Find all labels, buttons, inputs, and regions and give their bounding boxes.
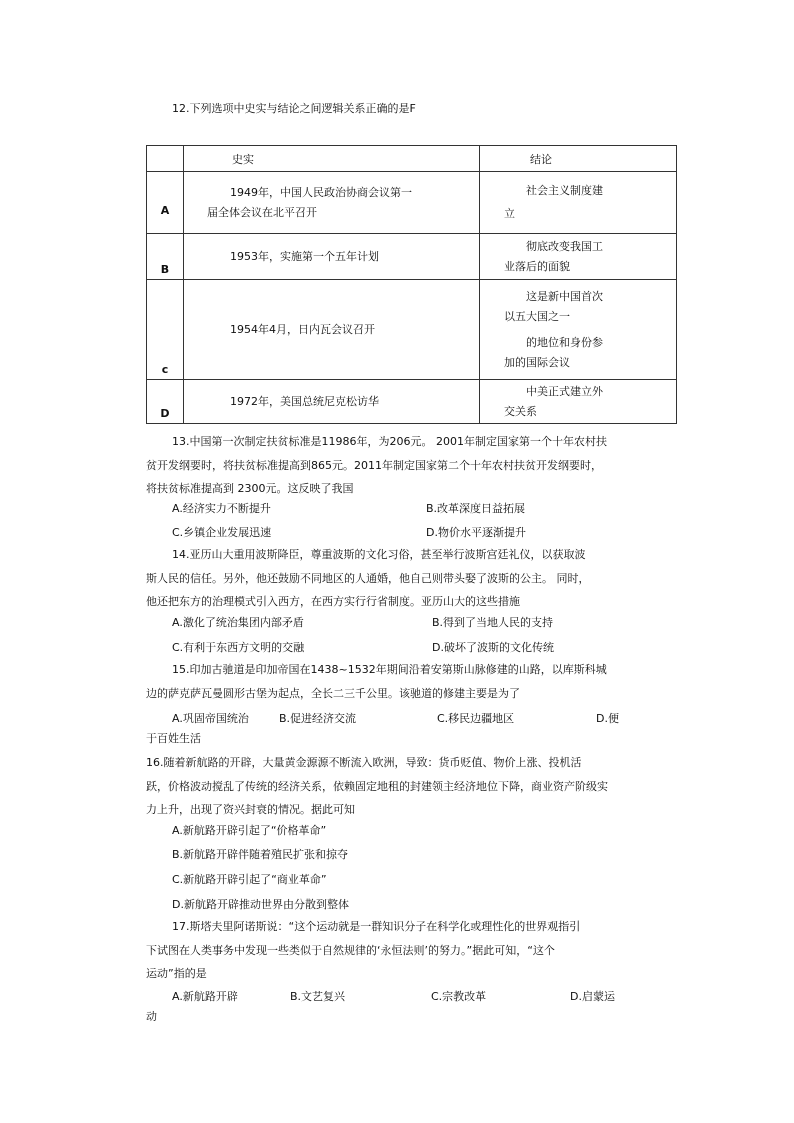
q16-option-b[interactable]: B.新航路开辟伴随着殖民扩张和掠夺 <box>172 848 349 861</box>
option-label: c <box>147 280 184 380</box>
stem-line: 16.随着新航路的开辟，大量黄金源源不断流入欧洲，导致：货币贬值、物价上涨、投机活 <box>146 756 582 769</box>
conclusion-line: 的地位和身份参 <box>526 335 603 349</box>
header-fact: 史实 <box>184 146 480 172</box>
stem-line: 他还把东方的治理模式引入西方，在西方实行行省制度。亚历山大的这些措施 <box>146 595 520 608</box>
fact-cell <box>184 172 480 234</box>
fact-line: 1953年，实施第一个五年计划 <box>230 249 379 263</box>
table-row <box>147 380 677 424</box>
fact-cell <box>184 234 480 280</box>
conclusion-cell <box>480 380 677 424</box>
table-header-row <box>147 146 677 172</box>
q16-option-d[interactable]: D.新航路开辟推动世界由分散到整体 <box>172 898 349 911</box>
stem-line: 14.亚历山大重用波斯降臣，尊重波斯的文化习俗，甚至举行波斯宫廷礼仪，以获取波 <box>172 548 586 561</box>
conclusion-line: 立 <box>504 207 515 220</box>
conclusion-line: 业落后的面貌 <box>504 259 570 273</box>
question-17-stem <box>146 915 680 986</box>
header-option-cell <box>147 146 184 172</box>
question-12-title: 12.下列选项中史实与结论之间逻辑关系正确的是F <box>172 102 416 115</box>
q15-option-b[interactable]: B.促进经济交流 <box>279 712 357 725</box>
fact-cell <box>184 280 480 380</box>
history-facts-table <box>146 145 677 424</box>
question-14-stem <box>146 543 680 614</box>
conclusion-line: 以五大国之一 <box>504 309 570 323</box>
q14-option-c[interactable]: C.有利于东西方文明的交融 <box>172 641 305 654</box>
q17-option-d[interactable]: D.启蒙运 <box>570 990 615 1003</box>
q13-option-a[interactable]: A.经济实力不断提升 <box>172 502 271 515</box>
table-row <box>147 172 677 234</box>
stem-line: 下试图在人类事务中发现一些类似于自然规律的‘永恒法则’的努力。”据此可知，“这个 <box>146 943 555 957</box>
conclusion-line: 社会主义制度建 <box>526 184 603 197</box>
conclusion-cell <box>480 280 677 380</box>
conclusion-line: 彻底改变我国工 <box>526 239 603 253</box>
q14-option-d[interactable]: D.破坏了波斯的文化传统 <box>432 641 554 654</box>
q16-option-c[interactable]: C.新航路开辟引起了“商业革命” <box>172 873 327 886</box>
question-16-stem <box>146 751 680 822</box>
stem-line: 贫开发纲要时，将扶贫标准提高到865元。2011年制定国家第二个十年农村扶贫开发纲要时， <box>146 458 602 472</box>
table-row <box>147 234 677 280</box>
fact-line: 1972年，美国总统尼克松访华 <box>230 394 379 408</box>
fact-line: 届全体会议在北平召开 <box>207 205 317 219</box>
stem-line: 边的萨克萨瓦曼圆形古堡为起点，全长二三千公里。该驰道的修建主要是为了 <box>146 686 520 700</box>
conclusion-line: 加的国际会议 <box>504 355 570 369</box>
fact-line: 1949年，中国人民政治协商会议第一 <box>230 185 412 199</box>
stem-line: 17.斯塔夫里阿诺斯说：“这个运动就是一群知识分子在科学化或理性化的世界观指引 <box>172 920 581 933</box>
q15-option-d[interactable]: D.便 <box>596 712 619 725</box>
conclusion-line: 这是新中国首次 <box>526 289 603 303</box>
fact-cell <box>184 380 480 424</box>
q14-option-a[interactable]: A.激化了统治集团内部矛盾 <box>172 616 304 629</box>
question-15-stem <box>146 658 680 705</box>
stem-line: 跃，价格波动搅乱了传统的经济关系，依赖固定地租的封建领主经济地位下降，商业资产阶级实 <box>146 779 608 793</box>
q17-option-d-continued: 动 <box>146 1010 157 1023</box>
q14-option-b[interactable]: B.得到了当地人民的支持 <box>432 616 554 629</box>
stem-line: 13.中国第一次制定扶贫标准是11986年，为206元。 2001年制定国家第一个十年农村扶 <box>172 435 607 448</box>
stem-line: 运动”指的是 <box>146 967 207 980</box>
conclusion-cell <box>480 234 677 280</box>
q15-option-d-continued: 于百姓生活 <box>146 732 201 745</box>
stem-line: 将扶贫标准提高到 2300元。这反映了我国 <box>146 482 354 495</box>
stem-line: 斯人民的信任。另外，他还鼓励不同地区的人通婚，他自己则带头娶了波斯的公主。 同时， <box>146 571 590 585</box>
q13-option-c[interactable]: C.乡镇企业发展迅速 <box>172 526 272 539</box>
q13-option-b[interactable]: B.改革深度日益拓展 <box>426 502 526 515</box>
q17-option-b[interactable]: B.文艺复兴 <box>290 990 346 1003</box>
stem-line: 15.印加古驰道是印加帝国在1438~1532年期间沿着安第斯山脉修建的山路，以库斯科城 <box>172 663 607 676</box>
q15-option-c[interactable]: C.移民边疆地区 <box>437 712 515 725</box>
question-13-stem <box>146 430 680 501</box>
conclusion-cell <box>480 172 677 234</box>
option-label: B <box>147 234 184 280</box>
q16-option-a[interactable]: A.新航路开辟引起了“价格革命” <box>172 824 327 837</box>
q13-option-d[interactable]: D.物价水平逐渐提升 <box>426 526 526 539</box>
option-label: A <box>147 172 184 234</box>
fact-line: 1954年4月，日内瓦会议召开 <box>230 322 375 336</box>
q17-option-c[interactable]: C.宗教改革 <box>431 990 487 1003</box>
conclusion-line: 交关系 <box>504 404 537 418</box>
table-row <box>147 280 677 380</box>
q15-option-a[interactable]: A.巩固帝国统治 <box>172 712 249 725</box>
option-label: D <box>147 380 184 424</box>
q17-option-a[interactable]: A.新航路开辟 <box>172 990 238 1003</box>
stem-line: 力上升，出现了资兴封衰的情况。据此可知 <box>146 803 355 816</box>
conclusion-line: 中美正式建立外 <box>526 384 603 398</box>
header-conclusion: 结论 <box>480 146 677 172</box>
